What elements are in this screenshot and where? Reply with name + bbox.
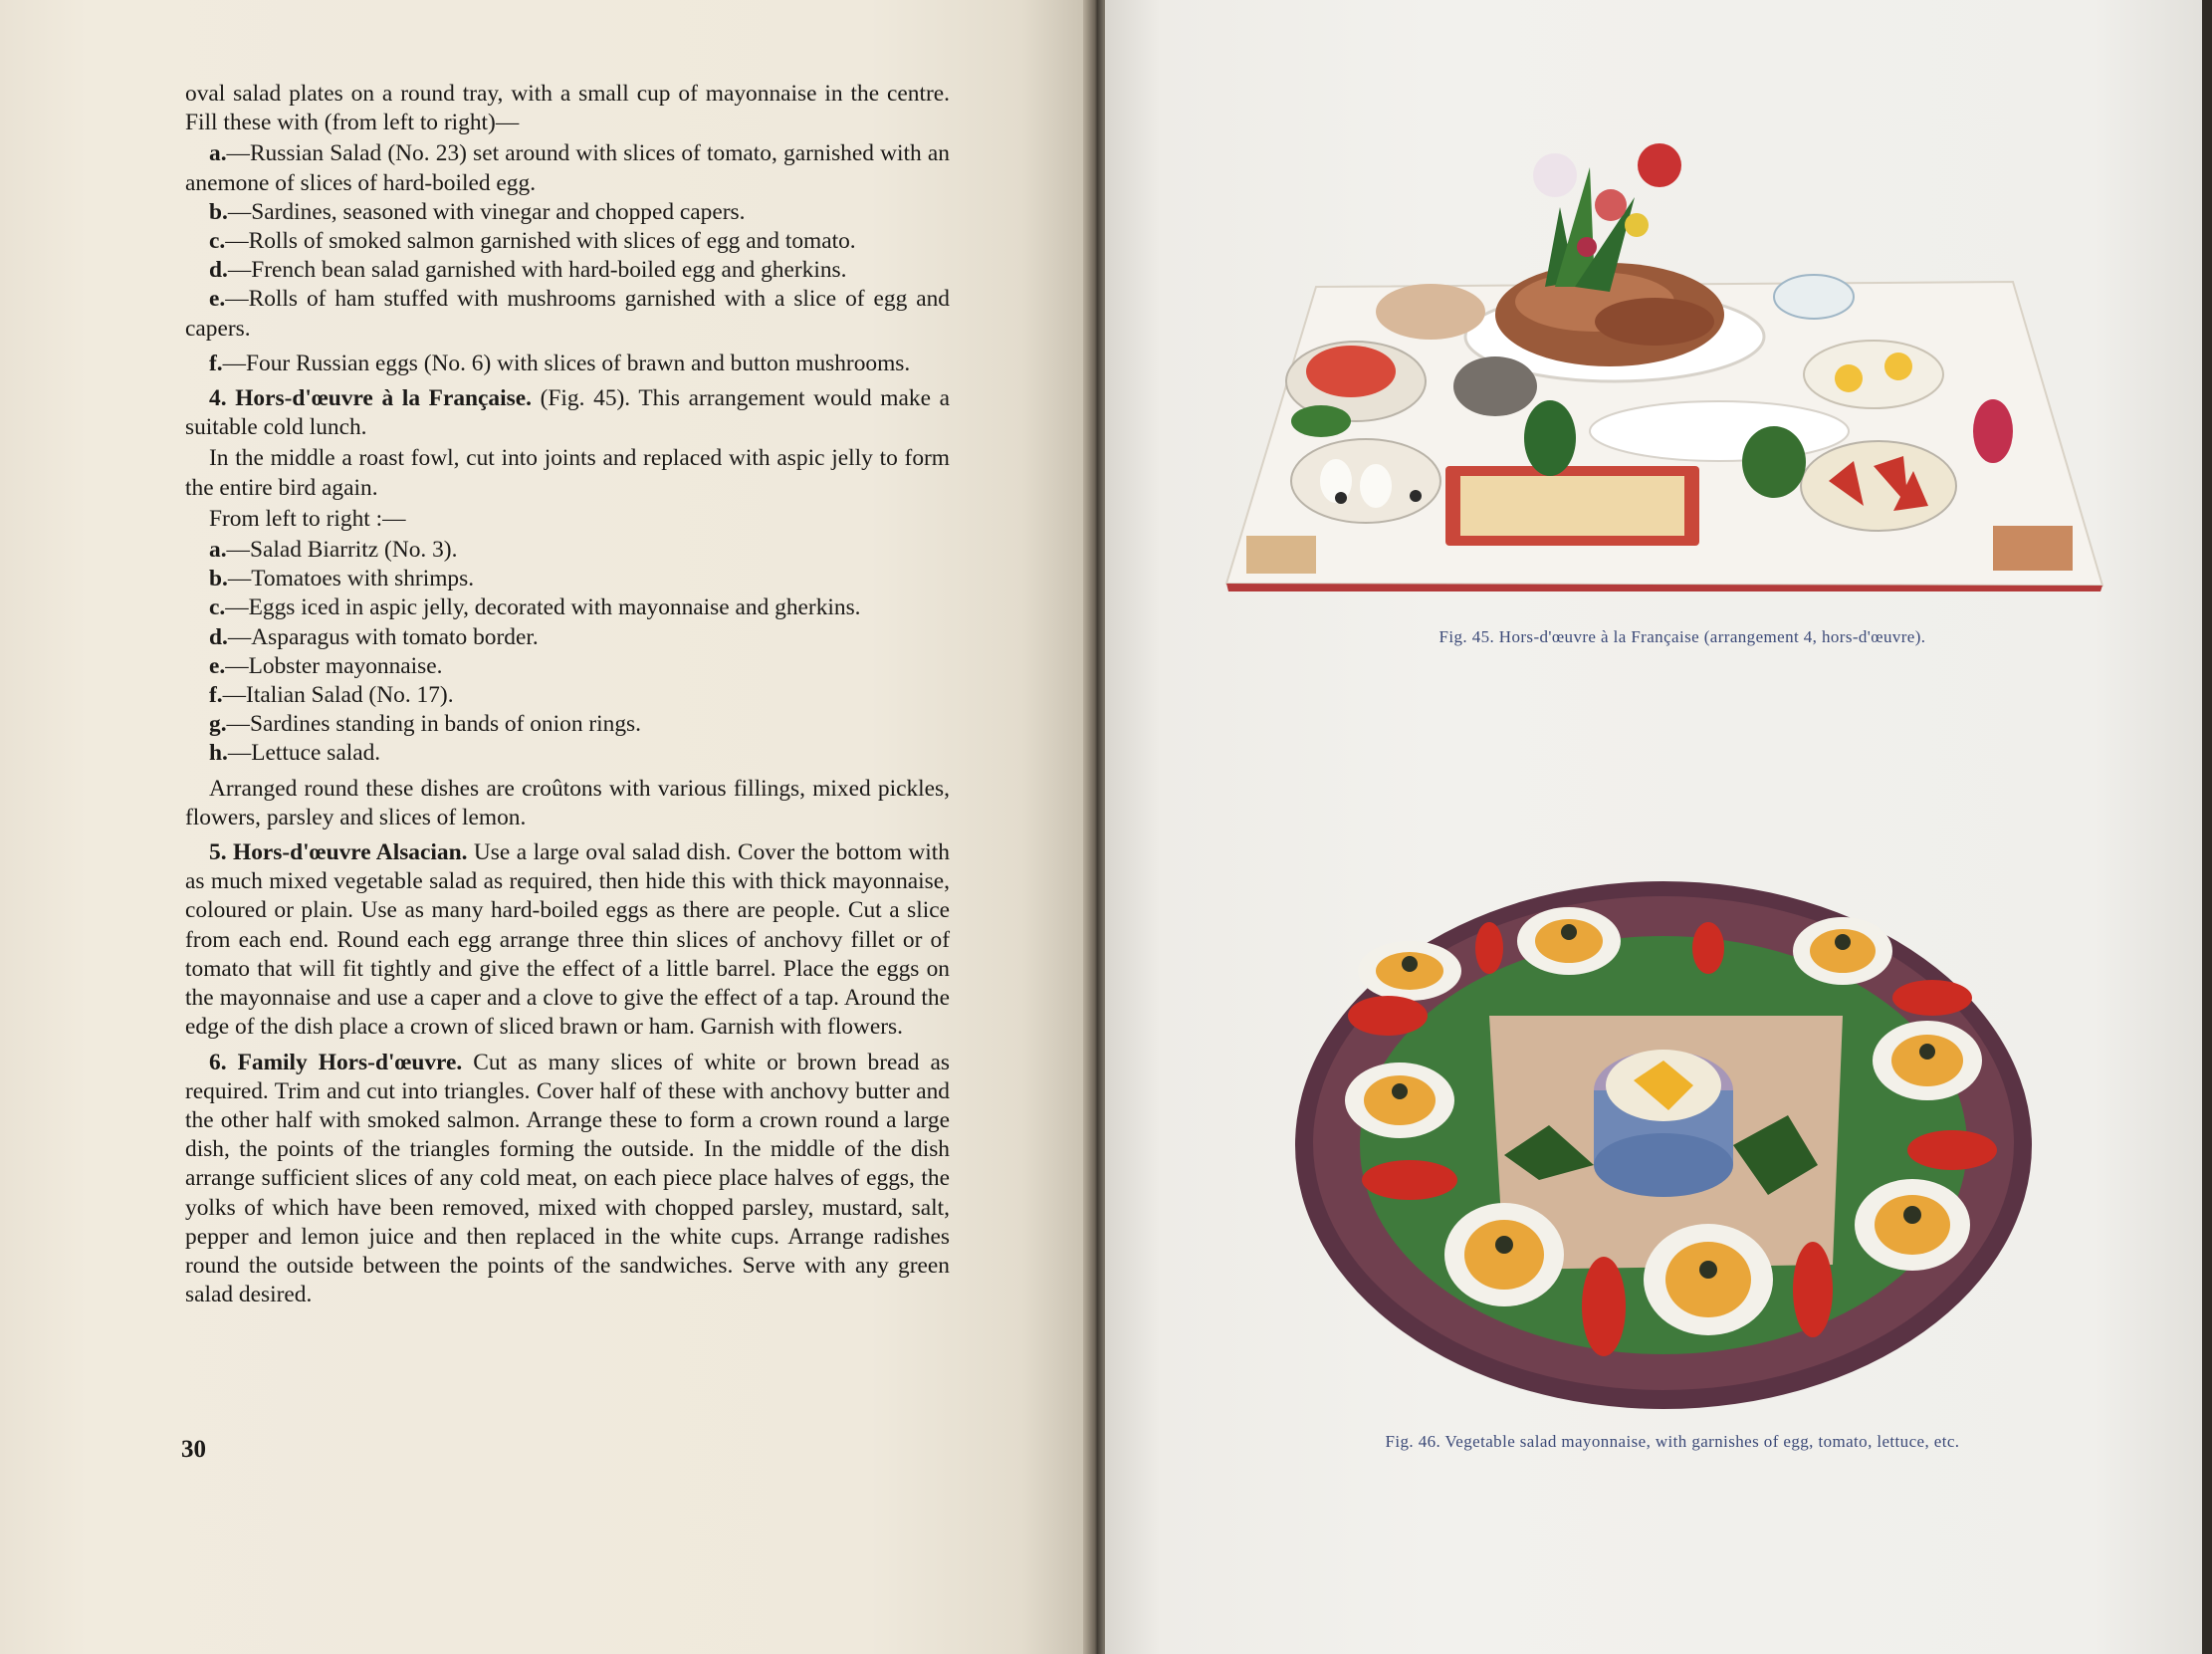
fig46-caption: Fig. 46. Vegetable salad mayonnaise, with garnishes of egg, tomato, lettuce, etc. bbox=[1385, 1432, 1960, 1451]
list-item: f.—Four Russian eggs (No. 6) with slices of brawn and button mushrooms. bbox=[209, 350, 911, 376]
list-item: a.—Russian Salad (No. 23) set around with slices of tomato, garnished with an anemone of slices of hard-boiled egg. bbox=[185, 140, 950, 196]
section4-list bbox=[185, 536, 950, 769]
section4-paragraph: In the middle a roast fowl, cut into joints and replaced with aspic jelly to form the entire bird again. bbox=[185, 445, 950, 501]
page-edge bbox=[2202, 0, 2212, 1654]
section6-heading: 6. Family Hors-d'œuvre. bbox=[209, 1049, 463, 1075]
list-item: d.—Asparagus with tomato border. bbox=[209, 623, 539, 650]
section6-paragraph: 6. Family Hors-d'œuvre. Cut as many slices of white or brown bread as required. Trim and cut into triangles. Cover half of these with anchovy butter and the other half with smoked salmon. Arrange these to form a crown round a large dish, the points of the triangles forming the outside. In the middle of the dish arrange sufficient slices of any cold meat, on each piece place halves of eggs, the yolks of which have been removed, mixed with chopped parsley, mustard, salt, pepper and lemon juice and then replaced in the white cups. Arrange radishes round the outside between the points of the sandwiches. Serve with any green salad desired. bbox=[185, 1049, 950, 1308]
section5-heading: 5. Hors-d'œuvre Alsacian. bbox=[209, 839, 468, 866]
list-item: f.—Italian Salad (No. 17). bbox=[209, 682, 454, 709]
list-item: a.—Salad Biarritz (No. 3). bbox=[209, 537, 458, 564]
section5-paragraph: 5. Hors-d'œuvre Alsacian. Use a large oval salad dish. Cover the bottom with as much mixed vegetable salad as required, then hide this with thick mayonnaise, coloured or plain. Use as many hard-boiled eggs as there are people. Cut a slice from each end. Round each egg arrange three thin slices of anchovy fillet or of tomato that will fit tightly and give the effect of a little barrel. Place the eggs on the mayonnaise and use a caper and a clove to give the effect of a tap. Around the edge of the dish place a crown of sliced brawn or ham. Garnish with flowers. bbox=[185, 839, 950, 1041]
fig45-caption: Fig. 45. Hors-d'œuvre à la Française (arrangement 4, hors-d'œuvre). bbox=[1438, 627, 1926, 646]
list-item: c.—Rolls of smoked salmon garnished with slices of egg and tomato. bbox=[209, 228, 856, 255]
list-item: h.—Lettuce salad. bbox=[209, 740, 381, 767]
page-number: 30 bbox=[181, 1436, 206, 1463]
section4-intro: 4. Hors-d'œuvre à la Française. (Fig. 45). This arrangement would make a suitable cold lunch. bbox=[185, 385, 951, 441]
list-item: b.—Sardines, seasoned with vinegar and chopped capers. bbox=[209, 198, 746, 225]
list-item: e.—Lobster mayonnaise. bbox=[209, 652, 443, 679]
list-item: c.—Eggs iced in aspic jelly, decorated with mayonnaise and gherkins. bbox=[209, 594, 861, 621]
section4-order-label: From left to right :— bbox=[209, 505, 406, 532]
list-item: b.—Tomatoes with shrimps. bbox=[209, 566, 475, 592]
left-page-text bbox=[185, 80, 950, 1311]
list-item: e.—Rolls of ham stuffed with mushrooms garnished with a slice of egg and capers. bbox=[185, 286, 950, 342]
section3-list bbox=[185, 139, 950, 378]
section4-closing: Arranged round these dishes are croûtons with various fillings, mixed pickles, flowers, parsley and slices of lemon. bbox=[185, 775, 950, 830]
list-item: d.—French bean salad garnished with hard-boiled egg and gherkins. bbox=[209, 257, 847, 284]
list-item: g.—Sardines standing in bands of onion rings. bbox=[209, 711, 641, 738]
section4-heading: 4. Hors-d'œuvre à la Française. bbox=[209, 385, 532, 412]
fig45-photo bbox=[1217, 88, 2112, 595]
intro-paragraph: oval salad plates on a round tray, with a small cup of mayonnaise in the centre. Fill these with (from left to right)— bbox=[185, 81, 950, 136]
fig46-photo bbox=[1290, 876, 2037, 1414]
